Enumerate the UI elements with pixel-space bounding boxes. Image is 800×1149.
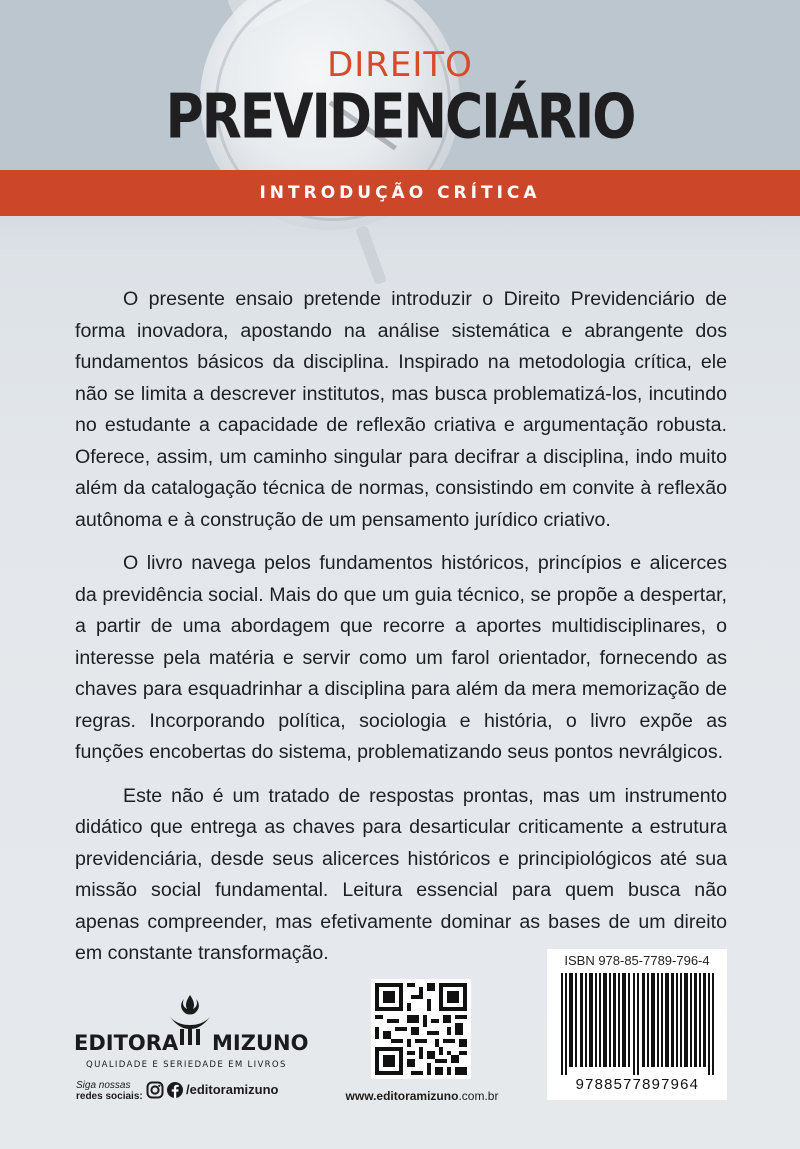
social-icons xyxy=(146,1081,186,1101)
qr-code-icon[interactable] xyxy=(371,979,471,1079)
title-line-1: DIREITO xyxy=(327,45,473,85)
social-handle[interactable]: /editoramizuno xyxy=(186,1082,279,1097)
synopsis xyxy=(75,284,727,982)
synopsis-paragraph-3: Este não é um tratado de respostas prontas, mas um instrumento didático que entrega as chaves para desarticular criticamente a estrutura previdenciária, desde seus alicerces históricos e principiológicos até sua missão social fundamental. Leitura essencial para quem busca não apenas compreender, mas efetivamente dominar as bases de um direito em constante transformação. xyxy=(75,784,727,964)
subtitle: INTRODUÇÃO CRÍTICA xyxy=(259,183,541,203)
instagram-icon[interactable] xyxy=(148,1083,163,1098)
website-tld: .com.br xyxy=(458,1089,499,1103)
synopsis-paragraph-1: O presente ensaio pretende introduzir o Direito Previdenciário de forma inovadora, apostando na análise sistemática e abrangente dos fundamentos básicos da disciplina. Inspirado na metodologia crítica, ele não se limita a descrever institutos, mas busca problematizá-los, incutindo no estudante a capacidade de reflexão criativa e argumentação robusta. Oferece, assim, um caminho singular para decifrar a disciplina, indo muito além da catalogação técnica de normas, consistindo em convite à reflexão autônoma e à construção de um pensamento jurídico criativo. xyxy=(75,288,727,531)
website-url[interactable] xyxy=(322,1089,522,1103)
brand-left: EDITORA xyxy=(74,1031,179,1055)
follow-text xyxy=(76,1080,146,1102)
isbn-digits: 9788577897964 xyxy=(575,1077,699,1094)
follow-line-1: Siga nossas xyxy=(76,1080,131,1091)
barcode-icon xyxy=(555,973,719,1075)
title-line-2: PREVIDENCIÁRIO xyxy=(165,82,635,153)
follow-line-2: redes sociais: xyxy=(76,1091,143,1102)
isbn-barcode-box xyxy=(547,949,727,1100)
isbn-label: ISBN 978-85-7789-796-4 xyxy=(564,953,710,968)
website-main: www.editoramizuno xyxy=(345,1089,459,1103)
clock-leg-decoration xyxy=(355,225,387,285)
facebook-icon[interactable] xyxy=(167,1082,183,1098)
publisher-tagline: QUALIDADE E SERIEDADE EM LIVROS xyxy=(86,1060,287,1070)
synopsis-paragraph-2: O livro navega pelos fundamentos históricos, princípios e alicerces da previdência social. Mais do que um guia técnico, se propõe a despertar, a partir de uma abordagem que recorre a aportes multidisciplinares, o interesse pela matéria e servir como um farol orientador, fornecendo as chaves para esquadrinhar a disciplina para além da mera memorização de regras. Incorporando política, sociologia e história, o livro expõe as funções encobertas do sistema, problematizando seus pontos nevrálgicos. xyxy=(75,552,727,763)
brand-right: MIZUNO xyxy=(212,1031,309,1055)
